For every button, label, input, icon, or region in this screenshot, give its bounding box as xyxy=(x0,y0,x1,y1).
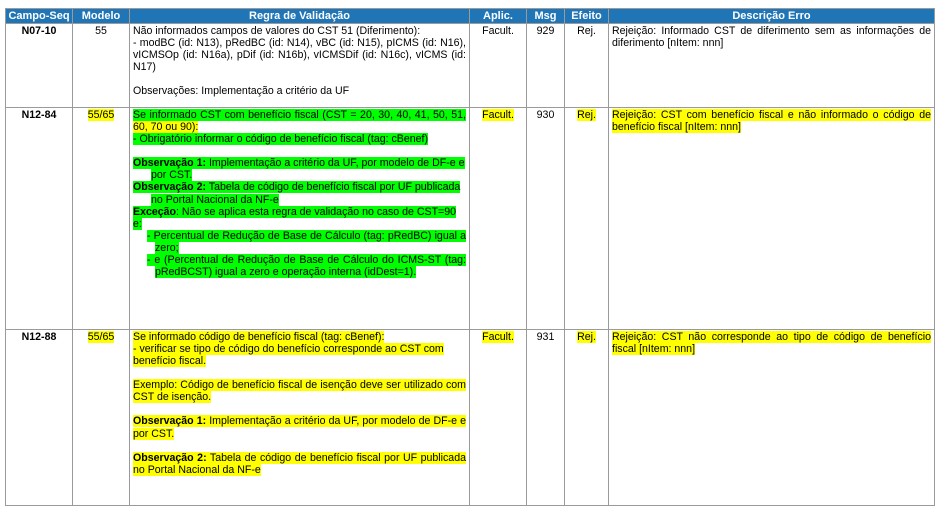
header-efeito: Efeito xyxy=(565,9,609,24)
row-msg: 931 xyxy=(527,330,565,506)
header-aplic: Aplic. xyxy=(470,9,527,24)
validation-rules-table xyxy=(5,8,935,506)
row-seq: N12-88 xyxy=(6,330,73,506)
rule-line: Se informado CST com benefício fiscal (CST = 20, 30, 40, 41, 50, 51, 60, 70 ou 90): xyxy=(133,109,466,134)
row-aplic: Facult. xyxy=(470,330,527,506)
header-descricao: Descrição Erro xyxy=(609,9,935,24)
row-descricao: Rejeição: CST com benefício fiscal e não informado o código de benefício fiscal [nItem: nnn] xyxy=(609,108,935,330)
row-efeito: Rej. xyxy=(565,330,609,506)
rule-example: Exemplo: Código de benefício fiscal de isenção deve ser utilizado com CST de isenção. xyxy=(133,379,466,404)
header-msg: Msg xyxy=(527,9,565,24)
header-regra: Regra de Validação xyxy=(130,9,470,24)
rule-line: - Obrigatório informar o código de benefício fiscal (tag: cBenef) xyxy=(133,133,429,146)
row-msg: 929 xyxy=(527,24,565,108)
header-modelo: Modelo xyxy=(73,9,130,24)
table-row xyxy=(6,330,935,506)
rule-observation: Observação 1: Implementação a critério da UF, por modelo de DF-e e por CST. xyxy=(133,157,465,182)
row-regra xyxy=(130,24,470,108)
row-efeito: Rej. xyxy=(565,108,609,330)
rule-line: Se informado código de benefício fiscal (tag: cBenef): xyxy=(133,331,385,343)
header-campo-seq: Campo-Seq xyxy=(6,9,73,24)
row-descricao: Rejeição: CST não corresponde ao tipo de código de benefício fiscal [nItem: nnn] xyxy=(609,330,935,506)
rule-line: - verificar se tipo de código do benefício corresponde ao CST com benefício fiscal. xyxy=(133,343,444,368)
rule-observation: Observação 2: Tabela de código de benefício fiscal por UF publicada no Portal Nacional da NF-e xyxy=(133,451,466,476)
row-modelo: 55/65 xyxy=(73,108,130,330)
row-efeito: Rej. xyxy=(565,24,609,108)
rule-observation: Observações: Implementação a critério da UF xyxy=(133,85,350,98)
rule-line: - modBC (id: N13), pRedBC (id: N14), vBC (id: N15), pICMS (id: N16), vICMSOp (id: N16a), pDif (id: N16b), vICMSDif (id: N16c), vICMS (id: N17) xyxy=(133,37,466,74)
row-descricao: Rejeição: Informado CST de diferimento sem as informações de diferimento [nItem: nnn] xyxy=(609,24,935,108)
rule-exception-item: - e (Percentual de Redução de Base de Cálculo do ICMS-ST (tag: pRedBCST) igual a zero e operação interna (idDest=1). xyxy=(147,254,466,279)
rule-line: Não informados campos de valores do CST 51 (Diferimento): xyxy=(133,25,421,37)
row-seq: N12-84 xyxy=(6,108,73,330)
row-regra xyxy=(130,330,470,506)
row-modelo: 55/65 xyxy=(73,330,130,506)
row-seq: N07-10 xyxy=(6,24,73,108)
table-row xyxy=(6,24,935,108)
header-row xyxy=(6,9,935,24)
rule-observation: Observação 2: Tabela de código de benefício fiscal por UF publicada no Portal Nacional da NF-e xyxy=(133,181,461,206)
row-modelo: 55 xyxy=(73,24,130,108)
rule-exception: Exceção: Não se aplica esta regra de validação no caso de CST=90 e: xyxy=(133,205,457,230)
row-aplic: Facult. xyxy=(470,24,527,108)
row-msg: 930 xyxy=(527,108,565,330)
rule-exception-item: - Percentual de Redução de Base de Cálculo (tag: pRedBC) igual a zero; xyxy=(147,229,466,254)
row-regra xyxy=(130,108,470,330)
table-row xyxy=(6,108,935,330)
rule-observation: Observação 1: Implementação a critério da UF, por modelo de DF-e e por CST. xyxy=(133,415,466,440)
row-aplic: Facult. xyxy=(470,108,527,330)
